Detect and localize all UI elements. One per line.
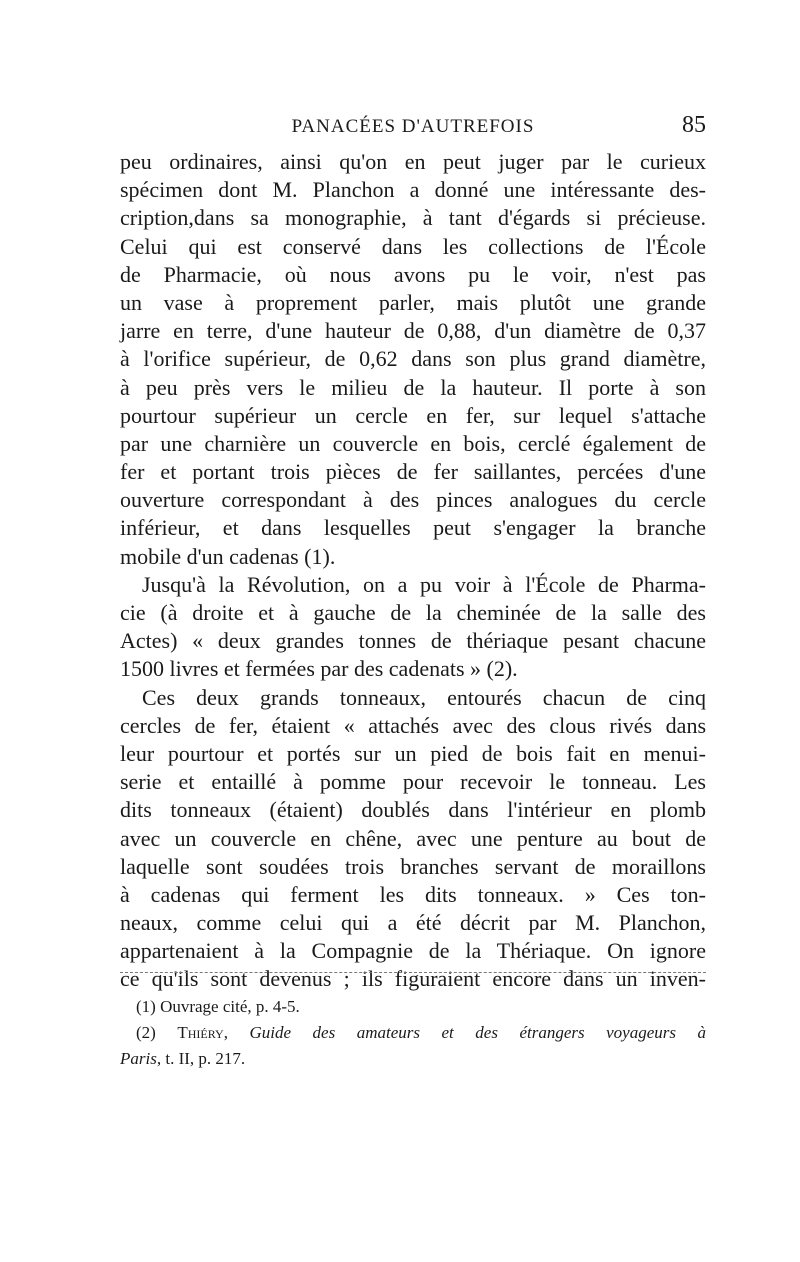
text-line: leur pourtour et portés sur un pied de bois fait en menui- — [120, 740, 706, 766]
running-head — [120, 112, 706, 144]
footnote-2-author: Thiéry — [177, 1023, 224, 1042]
text-line: neaux, comme celui qui a été décrit par M. Planchon, — [120, 910, 706, 936]
running-title: PANACÉES D'AUTREFOIS — [291, 116, 535, 137]
text-line: à peu près vers le milieu de la hauteur. Il porte à son — [120, 374, 706, 400]
text-line: serie et entaillé à pomme pour recevoir le tonneau. Les — [120, 769, 706, 795]
footnote-2 — [120, 1020, 706, 1046]
text-line: inférieur, et dans lesquelles peut s'engager la branche — [120, 515, 706, 541]
text-line: jarre en terre, d'une hauteur de 0,88, d'un diamètre de 0,37 — [120, 318, 706, 344]
text-line: Jusqu'à la Révolution, on a pu voir à l'École de Pharma- — [142, 571, 706, 597]
footnote-2-title-end: Paris — [120, 1049, 157, 1068]
text-line: Ces deux grands tonneaux, entourés chacun de cinq — [142, 684, 706, 710]
text-line: cription,dans sa monographie, à tant d'égards si précieuse. — [120, 205, 706, 231]
text-line: un vase à proprement parler, mais plutôt une grande — [120, 289, 706, 315]
text-line: pourtour supérieur un cercle en fer, sur lequel s'attache — [120, 402, 706, 428]
text-line: spécimen dont M. Planchon a donné une intéressante des- — [120, 177, 706, 203]
footnote-2-title: Guide des amateurs et des étrangers voyageurs à — [249, 1023, 707, 1042]
text-line: avec un couvercle en chêne, avec une penture au bout de — [120, 825, 706, 851]
text-line: fer et portant trois pièces de fer saillantes, percées d'une — [120, 459, 706, 485]
footnote-2-continued — [120, 1046, 706, 1072]
page-number: 85 — [682, 112, 706, 138]
footnote-1: (1) Ouvrage cité, p. 4-5. — [136, 997, 300, 1016]
text-line: dits tonneaux (étaient) doublés dans l'intérieur en plomb — [120, 797, 706, 823]
footnote-2-reference: , t. II, p. 217. — [156, 1049, 246, 1068]
text-line: par une charnière un couvercle en bois, cerclé également de — [120, 430, 706, 456]
text-line: à cadenas qui ferment les dits tonneaux. » Ces ton- — [120, 881, 706, 907]
text-line: cie (à droite et à gauche de la cheminée de la salle des — [120, 600, 706, 625]
body-text — [120, 148, 706, 994]
text-line: de Pharmacie, où nous avons pu le voir, n'est pas — [120, 261, 706, 287]
footnote-2-marker: (2) — [136, 1023, 178, 1042]
text-line: mobile d'un cadenas (1). — [120, 543, 336, 569]
text-line: Celui qui est conservé dans les collections de l'École — [120, 233, 706, 259]
text-line: ce qu'ils sont devenus ; ils figuraient encore dans un inven- — [120, 966, 706, 992]
footnote-divider — [120, 972, 706, 973]
text-line: à l'orifice supérieur, de 0,62 dans son plus grand diamètre, — [120, 346, 706, 372]
footnotes — [120, 994, 706, 1072]
text-line: appartenaient à la Compagnie de la Thériaque. On ignore — [120, 938, 706, 964]
text-line: cercles de fer, étaient « attachés avec des clous rivés dans — [120, 712, 706, 738]
text-line: peu ordinaires, ainsi qu'on en peut juger par le curieux — [120, 149, 706, 174]
text-line: 1500 livres et fermées par des cadenats » (2). — [120, 656, 518, 682]
footnote-2-separator: , — [223, 1023, 250, 1042]
text-line: ouverture correspondant à des pinces analogues du cercle — [120, 487, 706, 513]
text-line: laquelle sont soudées trois branches servant de moraillons — [120, 853, 706, 879]
text-line: Actes) « deux grandes tonnes de thériaque pesant chacune — [120, 628, 706, 654]
